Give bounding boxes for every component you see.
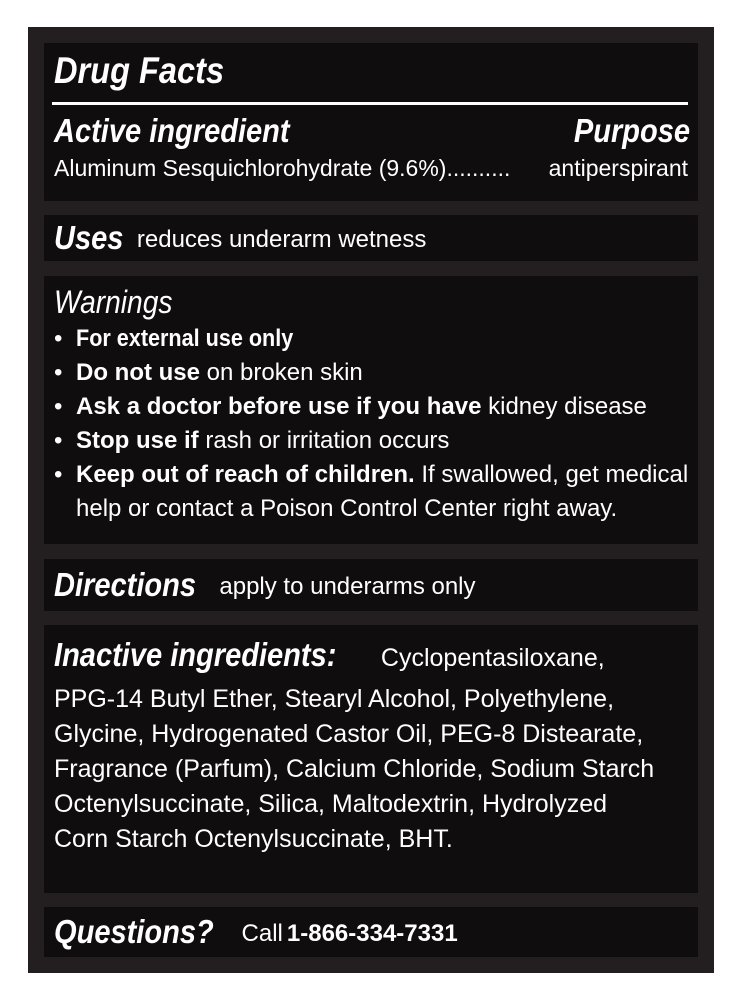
drug-facts-title: Drug Facts xyxy=(54,50,225,91)
warning-text: If swallowed, get medical xyxy=(414,461,689,488)
questions-row xyxy=(54,910,458,961)
warning-bold-text: Keep out of reach of children. xyxy=(76,461,415,488)
inactive-ingredient-text: Cyclopentasiloxane, xyxy=(380,644,605,672)
questions-header: Questions? xyxy=(54,913,214,950)
inactive-ingredient-line: Corn Starch Octenylsuccinate, BHT. xyxy=(54,825,453,853)
uses-row xyxy=(54,217,426,266)
active-ingredient-header: Active ingredient xyxy=(54,112,290,149)
warning-bold-text: For external use only xyxy=(76,325,294,352)
purpose-header: Purpose xyxy=(573,112,690,149)
title-divider xyxy=(52,102,688,105)
warning-item xyxy=(54,322,688,356)
phone-number: 1-866-334-7331 xyxy=(286,920,458,947)
drug-facts-panel xyxy=(28,27,714,973)
inactive-ingredient-line: PPG-14 Butyl Ether, Stearyl Alcohol, Polyethylene, xyxy=(54,685,615,713)
warning-item xyxy=(54,424,688,458)
bullet-icon: • xyxy=(54,393,63,420)
active-ingredient-name: Aluminum Sesquichlorohydrate (9.6%).......... xyxy=(54,155,511,181)
warning-bold-text: Ask a doctor before use if you have xyxy=(76,393,482,420)
directions-section xyxy=(44,559,698,611)
warning-item xyxy=(54,390,688,424)
warning-text: kidney disease xyxy=(481,393,647,420)
uses-section xyxy=(44,215,698,261)
warning-text: rash or irritation occurs xyxy=(198,427,450,454)
warning-text-continued: help or contact a Poison Control Center right away. xyxy=(76,495,618,522)
warning-item xyxy=(54,356,688,390)
inactive-ingredient-line: Glycine, Hydrogenated Castor Oil, PEG-8 Distearate, xyxy=(54,720,644,748)
inactive-ingredient-line: Fragrance (Parfum), Calcium Chloride, Sodium Starch xyxy=(54,755,655,783)
warnings-section xyxy=(44,276,698,544)
bullet-icon: • xyxy=(54,325,63,352)
warnings-header: Warnings xyxy=(54,284,173,320)
warning-bold-text: Do not use xyxy=(76,359,200,386)
uses-header: Uses xyxy=(54,219,124,256)
call-label: Call xyxy=(241,920,283,947)
inactive-ingredients-header: Inactive ingredients: xyxy=(54,636,337,673)
directions-header: Directions xyxy=(54,566,197,603)
inactive-first-line xyxy=(54,635,694,682)
bullet-icon: • xyxy=(54,427,63,454)
warnings-list xyxy=(54,322,688,526)
warning-text: on broken skin xyxy=(200,359,363,386)
uses-text: reduces underarm wetness xyxy=(136,226,427,253)
drug-facts-section xyxy=(44,43,698,201)
inactive-ingredient-line: Octenylsuccinate, Silica, Maltodextrin, Hydrolyzed xyxy=(54,790,608,818)
active-ingredient-purpose: antiperspirant xyxy=(548,155,688,181)
questions-section xyxy=(44,907,698,957)
warning-item xyxy=(54,458,688,526)
directions-text: apply to underarms only xyxy=(219,573,476,600)
bullet-icon: • xyxy=(54,359,63,386)
inactive-ingredients-block xyxy=(54,635,694,857)
inactive-ingredients-section xyxy=(44,625,698,893)
warning-bold-text: Stop use if xyxy=(76,427,199,454)
bullet-icon: • xyxy=(54,461,63,488)
directions-row xyxy=(54,563,476,614)
